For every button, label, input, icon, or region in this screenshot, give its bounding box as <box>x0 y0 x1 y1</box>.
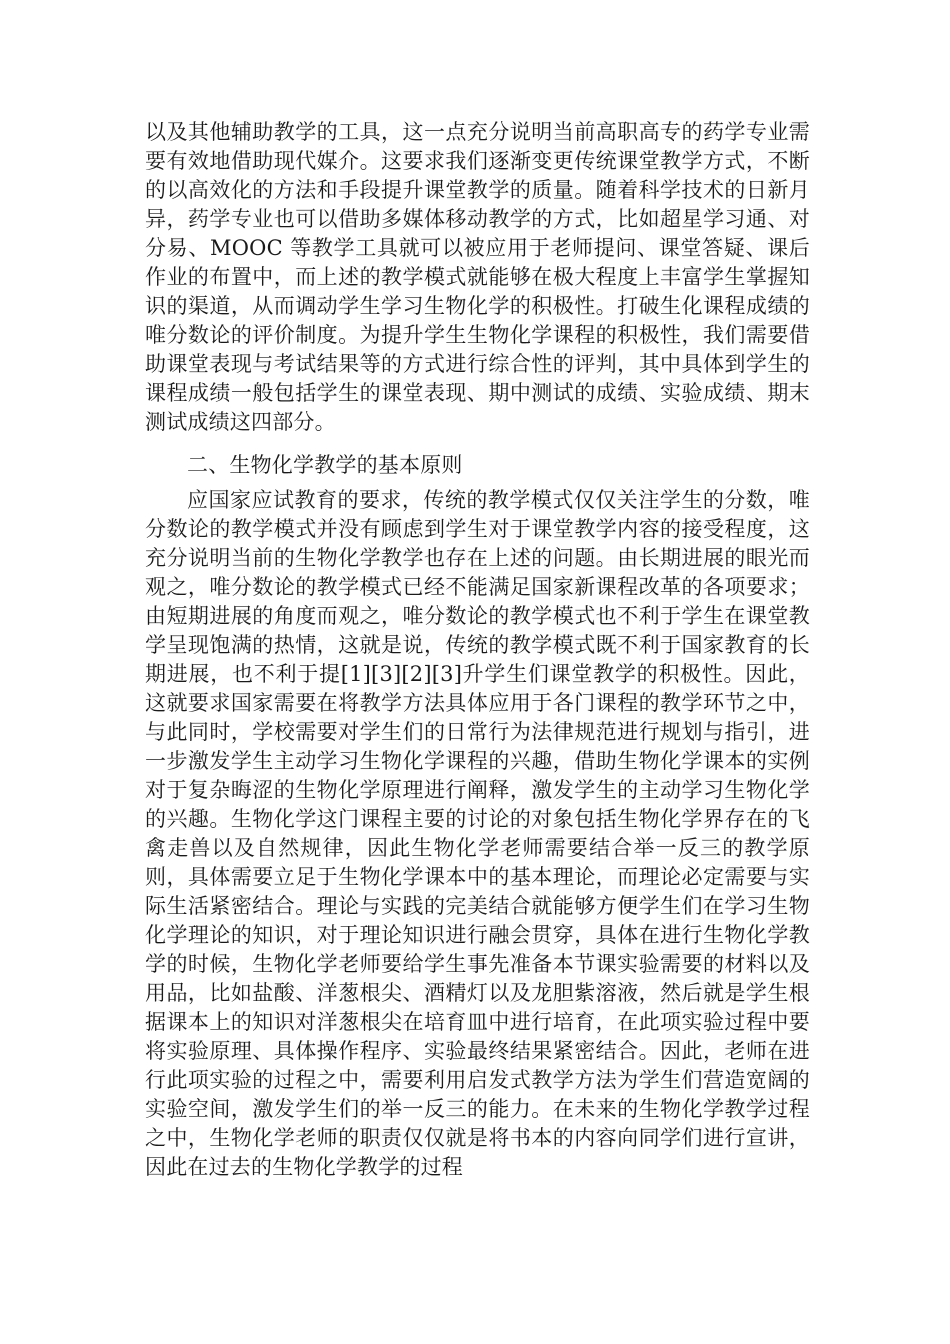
paragraph-spacer <box>145 437 810 441</box>
body-paragraph-1: 以及其他辅助教学的工具，这一点充分说明当前高职高专的药学专业需要有效地借助现代媒介。这要求我们逐渐变更传统课堂教学方式，不断的以高效化的方法和手段提升课堂教学的质量。随着科学技术的日新月异，药学专业也可以借助多媒体移动教学的方式，比如超星学习通、对分易、MOOC 等教学工具就可以被应用于老师提问、课堂答疑、课后作业的布置中，而上述的教学模式就能够在极大程度上丰富学生掌握知识的渠道，从而调动学生学习生物化学的积极性。打破生化课程成绩的唯分数论的评价制度。为提升学生生物化学课程的积极性，我们需要借助课堂表现与考试结果等的方式进行综合性的评判，其中具体到学生的课程成绩一般包括学生的课堂表现、期中测试的成绩、实验成绩、期末测试成绩这四部分。 <box>145 120 810 434</box>
body-paragraph-2: 应国家应试教育的要求，传统的教学模式仅仅关注学生的分数，唯分数论的教学模式并没有顾虑到学生对于课堂教学内容的接受程度，这充分说明当前的生物化学教学也存在上述的问题。由长期进展的眼光而观之，唯分数论的教学模式已经不能满足国家新课程改革的各项要求；由短期进展的角度而观之，唯分数论的教学模式也不利于学生在课堂教学呈现饱满的热情，这就是说，传统的教学模式既不利于国家教育的长期进展，也不利于提[1][3][2][3]升学生们课堂教学的积极性。因此，这就要求国家需要在将教学方法具体应用于各门课程的教学环节之中，与此同时，学校需要对学生们的日常行为法律规范进行规划与指引，进一步激发学生主动学习生物化学课程的兴趣，借助生物化学课本的实例对于复杂晦涩的生物化学原理进行阐释，激发学生的主动学习生物化学的兴趣。生物化学这门课程主要的讨论的对象包括生物化学界存在的飞禽走兽以及自然规律，因此生物化学老师需要结合举一反三的教学原则，具体需要立足于生物化学课本中的基本理论，而理论必定需要与实际生活紧密结合。理论与实践的完美结合就能够方便学生们在学习生物化学理论的知识，对于理论知识进行融会贯穿，具体在进行生物化学教学的时候，生物化学老师要给学生事先准备本节课实验需要的材料以及用品，比如盐酸、洋葱根尖、酒精灯以及龙胆紫溶液，然后就是学生根据课本上的知识对洋葱根尖在培育皿中进行培育，在此项实验过程中要将实验原理、具体操作程序、实验最终结果紧密结合。因此，老师在进行此项实验的过程之中，需要利用启发式教学方法为学生们营造宽阔的实验空间，激发学生们的举一反三的能力。在未来的生物化学教学过程之中，生物化学老师的职责仅仅就是将书本的内容向同学们进行宣讲，因此在过去的生物化学教学的过程 <box>145 488 810 1179</box>
section-heading: 二、生物化学教学的基本原则 <box>187 453 463 477</box>
document-body <box>145 118 810 1182</box>
